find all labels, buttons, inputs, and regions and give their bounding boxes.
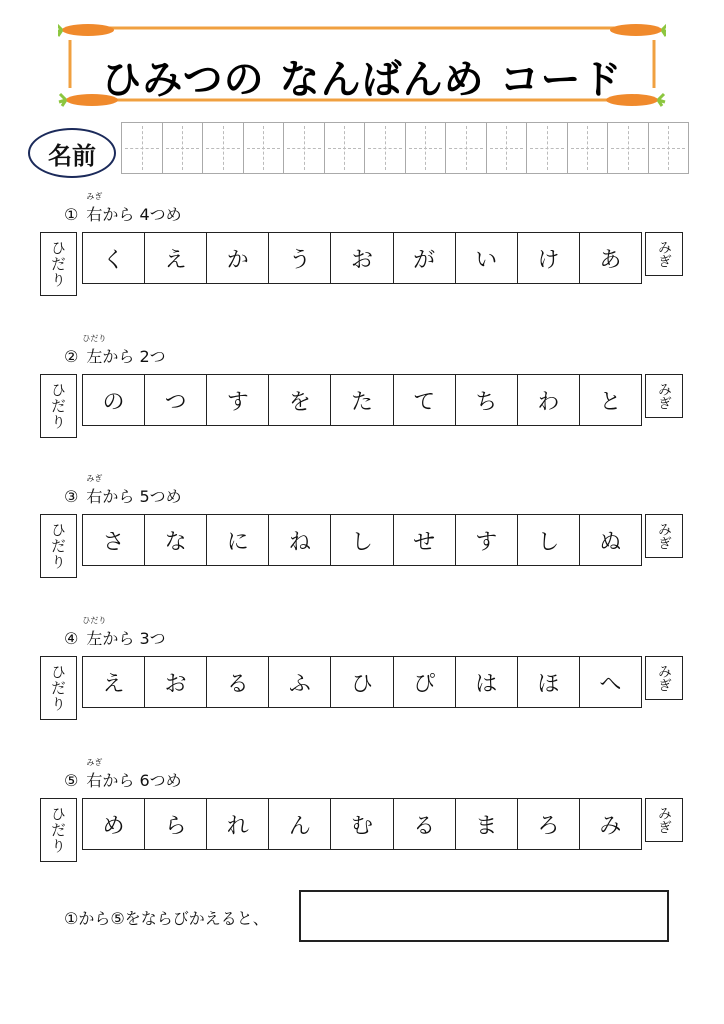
letter-cell: か <box>207 233 269 283</box>
right-label: みぎ <box>645 514 683 558</box>
letter-cell: み <box>599 813 622 839</box>
name-label: 名前 <box>28 128 116 178</box>
letter-cell: を <box>269 375 331 425</box>
name-box[interactable] <box>406 123 447 173</box>
carrot-icon <box>610 24 666 36</box>
letter-cell: ほ <box>518 657 580 707</box>
letter-row <box>82 232 642 284</box>
name-box[interactable] <box>325 123 366 173</box>
question-instruction: から 5つめ <box>102 487 182 506</box>
letter-cell: な <box>145 515 207 565</box>
letter-cell: た <box>331 375 393 425</box>
letter-row <box>82 514 642 566</box>
direction-kanji <box>86 192 103 225</box>
letter-cell: ん <box>269 799 331 849</box>
letter-cell: え <box>83 657 145 707</box>
name-box[interactable] <box>568 123 609 173</box>
direction-ruby: みぎ <box>86 758 103 767</box>
letter-cell: つ <box>145 375 207 425</box>
name-box[interactable] <box>284 123 325 173</box>
right-label: みぎ <box>645 374 683 418</box>
name-box[interactable] <box>608 123 649 173</box>
carrot-icon <box>58 24 114 36</box>
letter-cell: る <box>207 657 269 707</box>
letter-row <box>82 656 642 708</box>
direction-text: 左 <box>86 629 103 648</box>
letter-cell: さ <box>83 515 145 565</box>
letter-cell: て <box>394 375 456 425</box>
letter-cell: わ <box>518 375 580 425</box>
letter-cell: け <box>518 233 580 283</box>
question-number: ⑤ <box>64 771 79 790</box>
direction-kanji <box>82 334 107 367</box>
letter-cell: む <box>331 799 393 849</box>
page-title: ひみつの なんばんめ コード <box>101 57 623 103</box>
letter-cell: ち <box>456 375 518 425</box>
letter-row <box>82 798 642 850</box>
right-label: みぎ <box>645 798 683 842</box>
letter-cell: ま <box>456 799 518 849</box>
letter-cell: る <box>394 799 456 849</box>
question-label <box>64 616 166 649</box>
question-block <box>0 334 724 480</box>
letter-cell: せ <box>394 515 456 565</box>
left-label: ひだり <box>40 232 77 296</box>
letter-cell: が <box>394 233 456 283</box>
question-block <box>0 616 724 762</box>
letter-cell: い <box>456 233 518 283</box>
direction-kanji <box>86 758 103 791</box>
letter-cell: ぴ <box>394 657 456 707</box>
question-number: ④ <box>64 629 79 648</box>
direction-text: 右 <box>86 487 103 506</box>
right-label: みぎ <box>645 656 683 700</box>
left-label: ひだり <box>40 374 77 438</box>
question-label <box>64 192 182 225</box>
question-label <box>64 474 182 507</box>
letter-cell: お <box>331 233 393 283</box>
question-block <box>0 192 724 338</box>
letter-cell: え <box>145 233 207 283</box>
direction-kanji <box>86 474 103 507</box>
letter-cell: あ <box>599 247 622 273</box>
direction-kanji <box>82 616 107 649</box>
answer-box[interactable] <box>299 890 669 942</box>
question-number: ① <box>64 205 79 224</box>
name-box[interactable] <box>203 123 244 173</box>
question-label <box>64 758 182 791</box>
answer-label: ①から⑤をならびかえると、 <box>64 909 269 928</box>
letter-cell: に <box>207 515 269 565</box>
letter-cell: ろ <box>518 799 580 849</box>
direction-ruby: みぎ <box>86 474 103 483</box>
letter-cell: の <box>83 375 145 425</box>
question-instruction: から 2つ <box>102 347 166 366</box>
letter-cell: ね <box>269 515 331 565</box>
name-box[interactable] <box>244 123 285 173</box>
name-box[interactable] <box>446 123 487 173</box>
letter-cell: へ <box>599 671 622 697</box>
direction-text: 左 <box>86 347 103 366</box>
direction-ruby: ひだり <box>82 616 107 625</box>
letter-cell: れ <box>207 799 269 849</box>
name-box[interactable] <box>365 123 406 173</box>
letter-cell: ひ <box>331 657 393 707</box>
name-box[interactable] <box>163 123 204 173</box>
direction-ruby: みぎ <box>86 192 103 201</box>
question-block <box>0 758 724 904</box>
right-label: みぎ <box>645 232 683 276</box>
question-instruction: から 4つめ <box>102 205 182 224</box>
letter-cell: す <box>207 375 269 425</box>
name-box[interactable] <box>649 123 689 173</box>
question-block <box>0 474 724 620</box>
left-label: ひだり <box>40 656 77 720</box>
question-instruction: から 3つ <box>102 629 166 648</box>
letter-cell: く <box>83 233 145 283</box>
question-instruction: から 6つめ <box>102 771 182 790</box>
question-label <box>64 334 166 367</box>
letter-cell: う <box>269 233 331 283</box>
question-number: ③ <box>64 487 79 506</box>
letter-cell: し <box>331 515 393 565</box>
letter-row <box>82 374 642 426</box>
title-frame <box>58 18 666 110</box>
letter-cell: す <box>456 515 518 565</box>
direction-ruby: ひだり <box>82 334 107 343</box>
letter-cell: ら <box>145 799 207 849</box>
question-number: ② <box>64 347 79 366</box>
letter-cell: し <box>518 515 580 565</box>
direction-text: 右 <box>86 771 103 790</box>
name-writing-grid[interactable] <box>121 122 689 174</box>
letter-cell: め <box>83 799 145 849</box>
name-box[interactable] <box>122 123 163 173</box>
letter-cell: お <box>145 657 207 707</box>
left-label: ひだり <box>40 514 77 578</box>
direction-text: 右 <box>86 205 103 224</box>
left-label: ひだり <box>40 798 77 862</box>
name-box[interactable] <box>487 123 528 173</box>
letter-cell: は <box>456 657 518 707</box>
name-box[interactable] <box>527 123 568 173</box>
letter-cell: ぬ <box>599 529 622 555</box>
letter-cell: と <box>599 389 622 415</box>
letter-cell: ふ <box>269 657 331 707</box>
